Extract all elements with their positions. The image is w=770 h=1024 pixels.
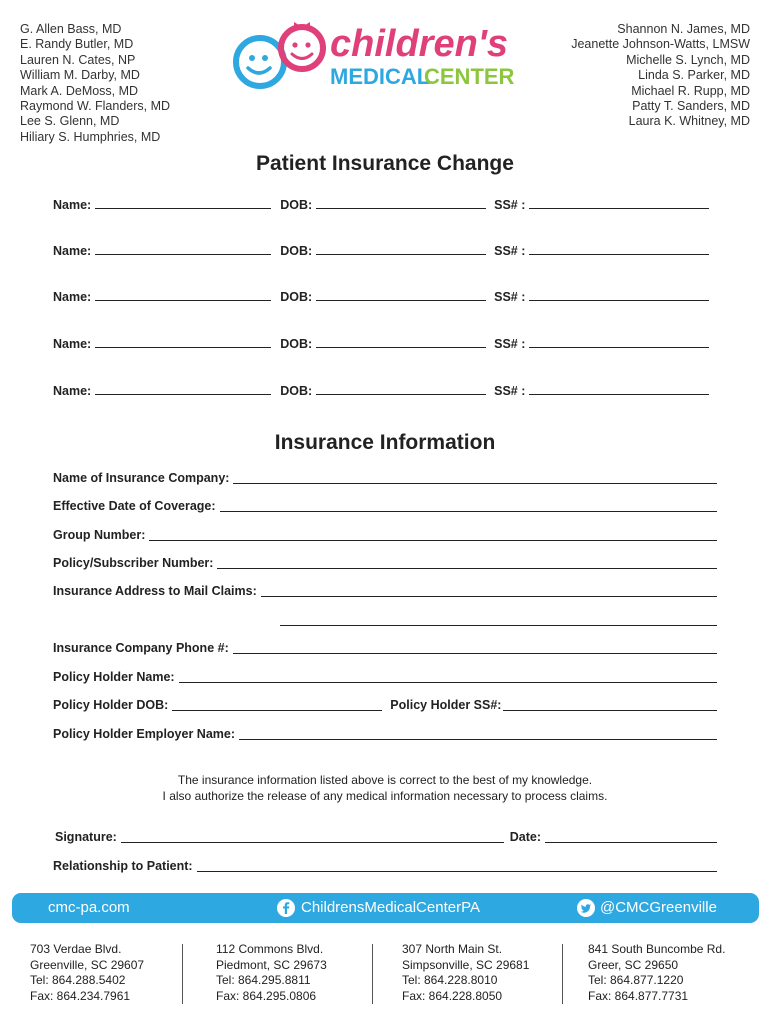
certification-text: [0, 772, 770, 804]
dob-label: DOB:: [280, 198, 313, 212]
name-field[interactable]: [95, 335, 271, 348]
date-field[interactable]: [545, 830, 717, 843]
ssn-label: SS# :: [494, 198, 526, 212]
patient-row: [53, 335, 709, 351]
certification-line: I also authorize the release of any medical information necessary to process claims.: [162, 789, 608, 803]
ssn-label: SS# :: [494, 244, 526, 258]
provider-name: G. Allen Bass, MD: [20, 22, 122, 36]
provider-name: Laura K. Whitney, MD: [628, 114, 750, 129]
holder-name-row: [53, 670, 717, 684]
holder-ssn-label: Policy Holder SS#:: [390, 698, 502, 712]
holder-name-field[interactable]: [179, 670, 717, 683]
dob-field[interactable]: [316, 382, 486, 395]
ssn-field[interactable]: [529, 196, 709, 209]
location-city: Greer, SC 29650: [588, 957, 679, 972]
ssn-label: SS# :: [494, 337, 526, 351]
name-label: Name:: [53, 244, 92, 258]
name-label: Name:: [53, 290, 92, 304]
holder-ssn-field[interactable]: [503, 698, 717, 711]
effective-date-row: [53, 499, 717, 513]
employer-field[interactable]: [239, 727, 717, 740]
provider-name: Michelle S. Lynch, MD: [626, 52, 750, 67]
relationship-field[interactable]: [197, 859, 717, 872]
name-label: Name:: [53, 384, 92, 398]
employer-label: Policy Holder Employer Name:: [53, 727, 236, 741]
claims-address-label: Insurance Address to Mail Claims:: [53, 584, 257, 598]
group-number-row: [53, 528, 717, 542]
location-piedmont: [216, 942, 327, 1004]
twitter-icon: [577, 899, 595, 917]
name-field[interactable]: [95, 242, 271, 255]
location-city: Simpsonville, SC 29681: [402, 957, 530, 972]
location-street: 841 South Buncombe Rd.: [588, 942, 726, 956]
form-title: Patient Insurance Change: [256, 152, 514, 175]
policy-number-field[interactable]: [217, 556, 717, 569]
logo-text-childrens: children's: [330, 23, 508, 65]
divider: [562, 944, 563, 1004]
insurance-company-row: [53, 471, 717, 485]
location-fax: Fax: 864.877.7731: [588, 988, 689, 1003]
childrens-medical-center-logo: [232, 16, 542, 96]
provider-name: E. Randy Butler, MD: [20, 37, 134, 52]
claims-address-field[interactable]: [261, 584, 717, 597]
relationship-label: Relationship to Patient:: [53, 859, 193, 873]
location-simpsonville: [402, 942, 529, 1004]
ssn-field[interactable]: [529, 382, 709, 395]
dob-label: DOB:: [280, 384, 313, 398]
provider-name: Linda S. Parker, MD: [638, 68, 750, 83]
location-street: 703 Verdae Blvd.: [30, 942, 122, 956]
holder-dob-field[interactable]: [172, 698, 382, 711]
signature-row: [55, 830, 717, 844]
name-field[interactable]: [95, 382, 271, 395]
holder-dob-ssn-row: [53, 698, 717, 712]
dob-field[interactable]: [316, 196, 486, 209]
dob-label: DOB:: [280, 337, 313, 351]
employer-row: [53, 727, 717, 741]
location-city: Piedmont, SC 29673: [216, 957, 327, 972]
holder-name-label: Policy Holder Name:: [53, 670, 175, 684]
location-fax: Fax: 864.228.8050: [402, 988, 503, 1003]
name-label: Name:: [53, 337, 92, 351]
ssn-label: SS# :: [494, 384, 526, 398]
policy-number-label: Policy/Subscriber Number:: [53, 556, 214, 570]
location-tel: Tel: 864.288.5402: [30, 973, 126, 987]
provider-name: Patty T. Sanders, MD: [632, 99, 750, 114]
provider-name: Jeanette Johnson-Watts, LMSW: [571, 37, 750, 52]
location-greenville: [30, 942, 144, 1004]
location-tel: Tel: 864.228.8010: [402, 973, 498, 987]
policy-number-row: [53, 556, 717, 570]
signature-field[interactable]: [121, 830, 504, 843]
divider: [182, 944, 183, 1004]
location-street: 112 Commons Blvd.: [216, 942, 324, 956]
location-greer: [588, 942, 725, 1004]
location-fax: Fax: 864.295.0806: [216, 988, 317, 1003]
location-fax: Fax: 864.234.7961: [30, 988, 131, 1003]
insurance-phone-field[interactable]: [233, 641, 717, 654]
location-city: Greenville, SC 29607: [30, 957, 145, 972]
twitter-link[interactable]: @CMCGreenville: [600, 899, 717, 916]
patient-row: [53, 196, 709, 212]
section-title-insurance: Insurance Information: [274, 431, 496, 454]
providers-right: [571, 22, 750, 130]
ssn-field[interactable]: [529, 335, 709, 348]
footer-banner: [12, 893, 759, 923]
logo-text-center: CENTER: [424, 64, 515, 89]
effective-date-field[interactable]: [220, 499, 717, 512]
name-field[interactable]: [95, 288, 271, 301]
effective-date-label: Effective Date of Coverage:: [53, 499, 216, 513]
facebook-link[interactable]: ChildrensMedicalCenterPA: [301, 899, 480, 916]
ssn-field[interactable]: [529, 242, 709, 255]
signature-label: Signature:: [55, 830, 117, 844]
provider-name: Hiliary S. Humphries, MD: [20, 129, 161, 144]
facebook-icon: [277, 899, 295, 917]
provider-name: Mark A. DeMoss, MD: [20, 83, 139, 98]
holder-dob-label: Policy Holder DOB:: [53, 698, 169, 712]
location-street: 307 North Main St.: [402, 942, 503, 956]
ssn-field[interactable]: [529, 288, 709, 301]
website-link[interactable]: cmc-pa.com: [48, 899, 130, 916]
name-label: Name:: [53, 198, 92, 212]
patient-row: [53, 288, 709, 304]
insurance-phone-label: Insurance Company Phone #:: [53, 641, 229, 655]
certification-line: The insurance information listed above is correct to the best of my knowledge.: [177, 773, 593, 787]
location-tel: Tel: 864.877.1220: [588, 973, 684, 987]
name-field[interactable]: [95, 196, 271, 209]
claims-address-row-2: [280, 613, 717, 626]
logo-text-medical: MEDICAL: [330, 64, 431, 89]
group-number-label: Group Number:: [53, 528, 146, 542]
location-tel: Tel: 864.295.8811: [216, 973, 311, 987]
dob-field[interactable]: [316, 288, 486, 301]
dob-field[interactable]: [316, 242, 486, 255]
providers-left: [20, 22, 170, 145]
dob-label: DOB:: [280, 290, 313, 304]
group-number-field[interactable]: [149, 528, 717, 541]
provider-name: William M. Darby, MD: [20, 68, 140, 83]
insurance-company-label: Name of Insurance Company:: [53, 471, 230, 485]
provider-name: Shannon N. James, MD: [617, 22, 750, 36]
provider-name: Lee S. Glenn, MD: [20, 114, 120, 129]
ssn-label: SS# :: [494, 290, 526, 304]
patient-row: [53, 242, 709, 258]
provider-name: Lauren N. Cates, NP: [20, 52, 136, 67]
patient-row: [53, 382, 709, 398]
claims-address-row: [53, 584, 717, 598]
provider-name: Michael R. Rupp, MD: [631, 83, 750, 98]
dob-field[interactable]: [316, 335, 486, 348]
insurance-company-field[interactable]: [233, 471, 717, 484]
relationship-row: [53, 859, 717, 873]
insurance-phone-row: [53, 641, 717, 655]
date-label: Date:: [509, 830, 541, 844]
divider: [372, 944, 373, 1004]
provider-name: Raymond W. Flanders, MD: [20, 99, 171, 114]
dob-label: DOB:: [280, 244, 313, 258]
claims-address-field-2[interactable]: [280, 613, 717, 626]
